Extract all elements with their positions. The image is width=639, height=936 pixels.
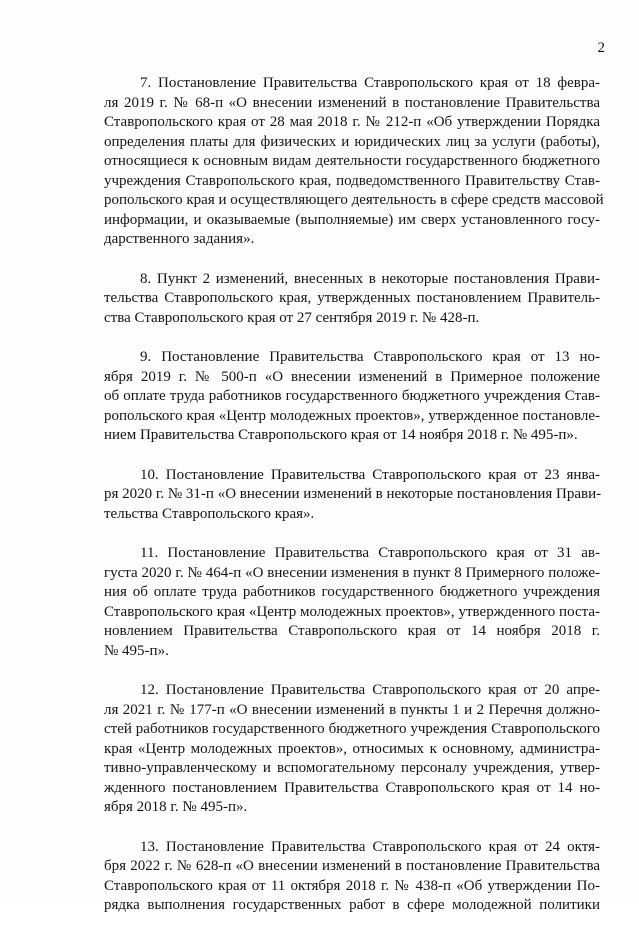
- text-line: об оплате труда работников государственного бюджетного учреждения Став-: [104, 388, 600, 404]
- text-line: края «Центр молодежных проектов», относимых к основному, администра-: [104, 740, 600, 757]
- text-line: 9. Постановление Правительства Ставропольского края от 13 но-: [140, 349, 600, 365]
- text-line: 13. Постановление Правительства Ставропольского края от 24 октя-: [140, 838, 600, 855]
- text-line: жденного постановлением Правительства Ставропольского края от 14 но-: [104, 779, 600, 796]
- paragraph: [104, 74, 604, 250]
- paragraph: [104, 838, 600, 916]
- text-line: 7. Постановление Правительства Ставропольского края от 18 февра-: [140, 75, 600, 91]
- text-line: стей работников государственного бюджетного учреждения Ставропольского: [104, 721, 600, 737]
- text-line: учреждения Ставропольского края, подведомственного Правительству Став-: [104, 172, 600, 189]
- text-line: тельства Ставропольского края».: [104, 505, 315, 522]
- text-line: ропольского края и осуществляющего деятельность в сфере средств массовой: [104, 192, 604, 208]
- paragraph: [104, 348, 600, 446]
- text-line: 11. Постановление Правительства Ставропольского края от 31 ав-: [140, 545, 600, 561]
- text-line: ства Ставропольского края от 27 сентября 2019 г. № 428-п.: [104, 309, 480, 326]
- text-line: Ставропольского края от 28 мая 2018 г. № 212-п «Об утверждении Порядка: [104, 114, 600, 130]
- text-line: 10. Постановление Правительства Ставропольского края от 23 янва-: [140, 466, 600, 483]
- text-line: тельства Ставропольского края, утвержденных постановлением Правитель-: [104, 290, 600, 306]
- paragraph: [104, 466, 600, 525]
- text-line: ря 2020 г. № 31-п «О внесении изменений в некоторые постановления Прави-: [104, 486, 602, 502]
- text-line: ля 2021 г. № 177-п «О внесении изменений в пункты 1 и 2 Перечня должно-: [104, 701, 600, 718]
- text-line: определения платы для физических и юридических лиц за услуги (работы),: [104, 133, 600, 150]
- text-line: дарственного задания».: [104, 231, 255, 247]
- text-line: ля 2019 г. № 68-п «О внесении изменений в постановление Правительства: [104, 94, 600, 111]
- text-line: нием Правительства Ставропольского края от 14 ноября 2018 г. № 495-п».: [104, 427, 578, 443]
- paragraph: [104, 270, 600, 329]
- text-line: информации, и оказываемые (выполняемые) им сверх установленного госу-: [104, 211, 600, 228]
- text-line: 12. Постановление Правительства Ставропольского края от 20 апре-: [140, 682, 600, 698]
- page-number: 2: [597, 40, 605, 56]
- text-line: бря 2022 г. № 628-п «О внесении изменений в постановление Правительства: [104, 858, 600, 874]
- text-line: тивно-управленческому и вспомогательному персоналу учреждения, утвер-: [104, 760, 600, 776]
- text-line: № 495-п».: [104, 642, 169, 659]
- document-body: [104, 74, 604, 936]
- text-line: густа 2020 г. № 464-п «О внесении изменения в пункт 8 Примерного положе-: [104, 564, 600, 581]
- paragraph: [104, 544, 600, 661]
- paragraph: [104, 681, 600, 818]
- text-line: ября 2019 г. № 500-п «О внесении изменений в Примерное положение: [104, 368, 600, 385]
- text-line: 8. Пункт 2 изменений, внесенных в некоторые постановления Прави-: [140, 270, 600, 287]
- text-line: Ставропольского края «Центр молодежных проектов», утвержденного поста-: [104, 603, 600, 620]
- text-line: ября 2018 г. № 495-п».: [104, 799, 248, 815]
- text-line: новлением Правительства Ставропольского края от 14 ноября 2018 г.: [104, 623, 600, 639]
- text-line: относящиеся к основным видам деятельности государственного бюджетного: [104, 153, 600, 169]
- text-line: рядка выполнения государственных работ в сфере молодежной политики: [104, 897, 600, 913]
- text-line: Ставропольского края от 11 октября 2018 г. № 438-п «Об утверждении По-: [104, 877, 600, 894]
- text-line: ропольского края «Центр молодежных проектов», утвержденное постановле-: [104, 407, 600, 424]
- text-line: ния об оплате труда работников государственного бюджетного учреждения: [104, 584, 600, 600]
